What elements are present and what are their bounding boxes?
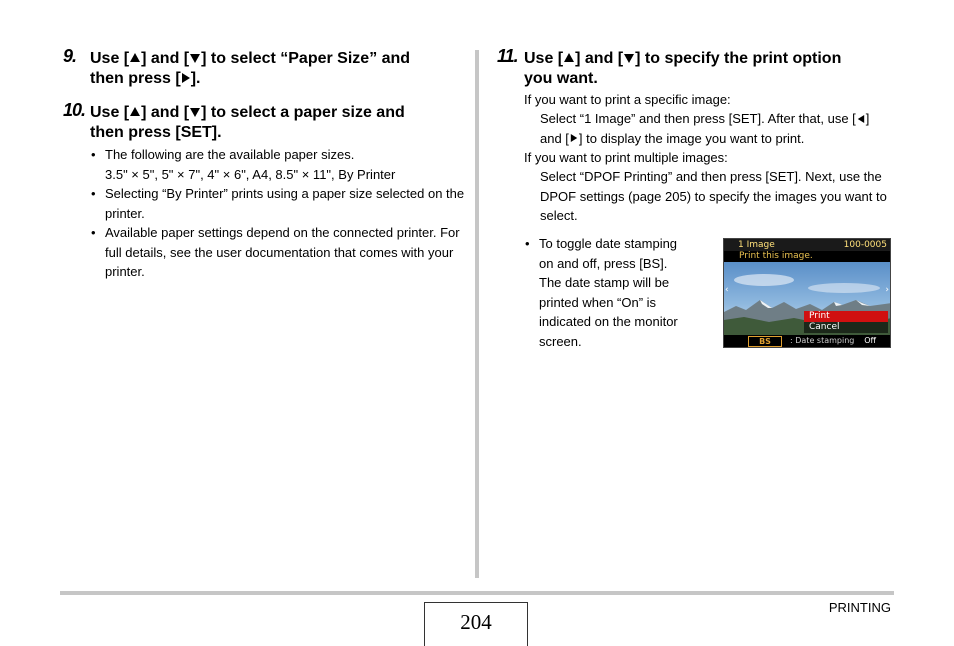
down-arrow-icon bbox=[624, 54, 634, 63]
screen-message: Print this image. bbox=[724, 251, 890, 262]
step-9 bbox=[63, 46, 463, 89]
multiple-images-instructions: Select “DPOF Printing” and then press [SET]. Next, use the DPOF settings (page 205) to specify the images you want to select. bbox=[540, 169, 887, 223]
menu-item-cancel: Cancel bbox=[804, 322, 888, 333]
screen-right-arrow-icon: › bbox=[885, 285, 889, 295]
print-mode-label: 1 Image bbox=[738, 240, 775, 250]
camera-monitor-screen bbox=[723, 238, 891, 348]
right-arrow-icon bbox=[571, 134, 577, 142]
left-arrow-icon bbox=[858, 115, 864, 123]
step-10-number: 10. bbox=[63, 100, 86, 120]
multiple-images-heading: If you want to print multiple images: bbox=[524, 150, 728, 165]
right-arrow-icon bbox=[182, 73, 190, 83]
footer-rule bbox=[60, 591, 894, 595]
paper-sizes-bullet: • The following are the available paper sizes. 3.5" × 5", 5" × 7", 4" × 6", A4, 8.5" × 11", By Printer bbox=[89, 145, 465, 184]
paper-settings-bullet: • Available paper settings depend on the connected printer. For full details, see the user documentation that comes with your printer. bbox=[89, 223, 465, 282]
paper-sizes-list: 3.5" × 5", 5" × 7", 4" × 6", A4, 8.5" × 11", By Printer bbox=[105, 166, 396, 182]
screen-status-bar bbox=[724, 239, 890, 251]
date-stamping-label: : Date stamping bbox=[790, 336, 855, 345]
by-printer-bullet: • Selecting “By Printer” prints using a paper size selected on the printer. bbox=[89, 184, 465, 223]
step-9-number: 9. bbox=[63, 46, 77, 66]
down-arrow-icon bbox=[190, 54, 200, 63]
down-arrow-icon bbox=[190, 108, 200, 117]
screen-bottom-bar bbox=[724, 335, 890, 347]
specific-image-instructions: Select “1 Image” and then press [SET]. After that, use [ ] and [ ] to display the image you want to print. bbox=[540, 111, 870, 146]
step-11-number: 11. bbox=[497, 46, 518, 66]
date-stamping-value: Off bbox=[864, 336, 876, 345]
screen-left-arrow-icon: ‹ bbox=[725, 285, 729, 295]
page-number: 204 bbox=[424, 602, 528, 646]
up-arrow-icon bbox=[130, 107, 140, 116]
up-arrow-icon bbox=[564, 53, 574, 62]
step-11 bbox=[497, 46, 897, 89]
screen-menu bbox=[804, 311, 888, 333]
step-9-text: Use [ ] and [ ] to select “Paper Size” and then press [ ]. bbox=[90, 50, 411, 87]
step-10 bbox=[63, 100, 463, 143]
section-title: PRINTING bbox=[828, 600, 891, 615]
step-11-text: Use [ ] and [ ] to specify the print option you want. bbox=[524, 50, 842, 87]
menu-item-print: Print bbox=[804, 311, 888, 322]
specific-image-heading: If you want to print a specific image: bbox=[524, 92, 731, 107]
column-divider bbox=[475, 50, 479, 578]
bs-key-label: BS bbox=[748, 336, 782, 347]
file-number: 100-0005 bbox=[843, 240, 887, 250]
step-10-text: Use [ ] and [ ] to select a paper size and then press [SET]. bbox=[90, 104, 405, 141]
date-stamping-bullet: • To toggle date stamping on and off, press [BS]. The date stamp will be printed when “On” is indicated on the monitor screen. bbox=[523, 234, 714, 351]
up-arrow-icon bbox=[130, 53, 140, 62]
